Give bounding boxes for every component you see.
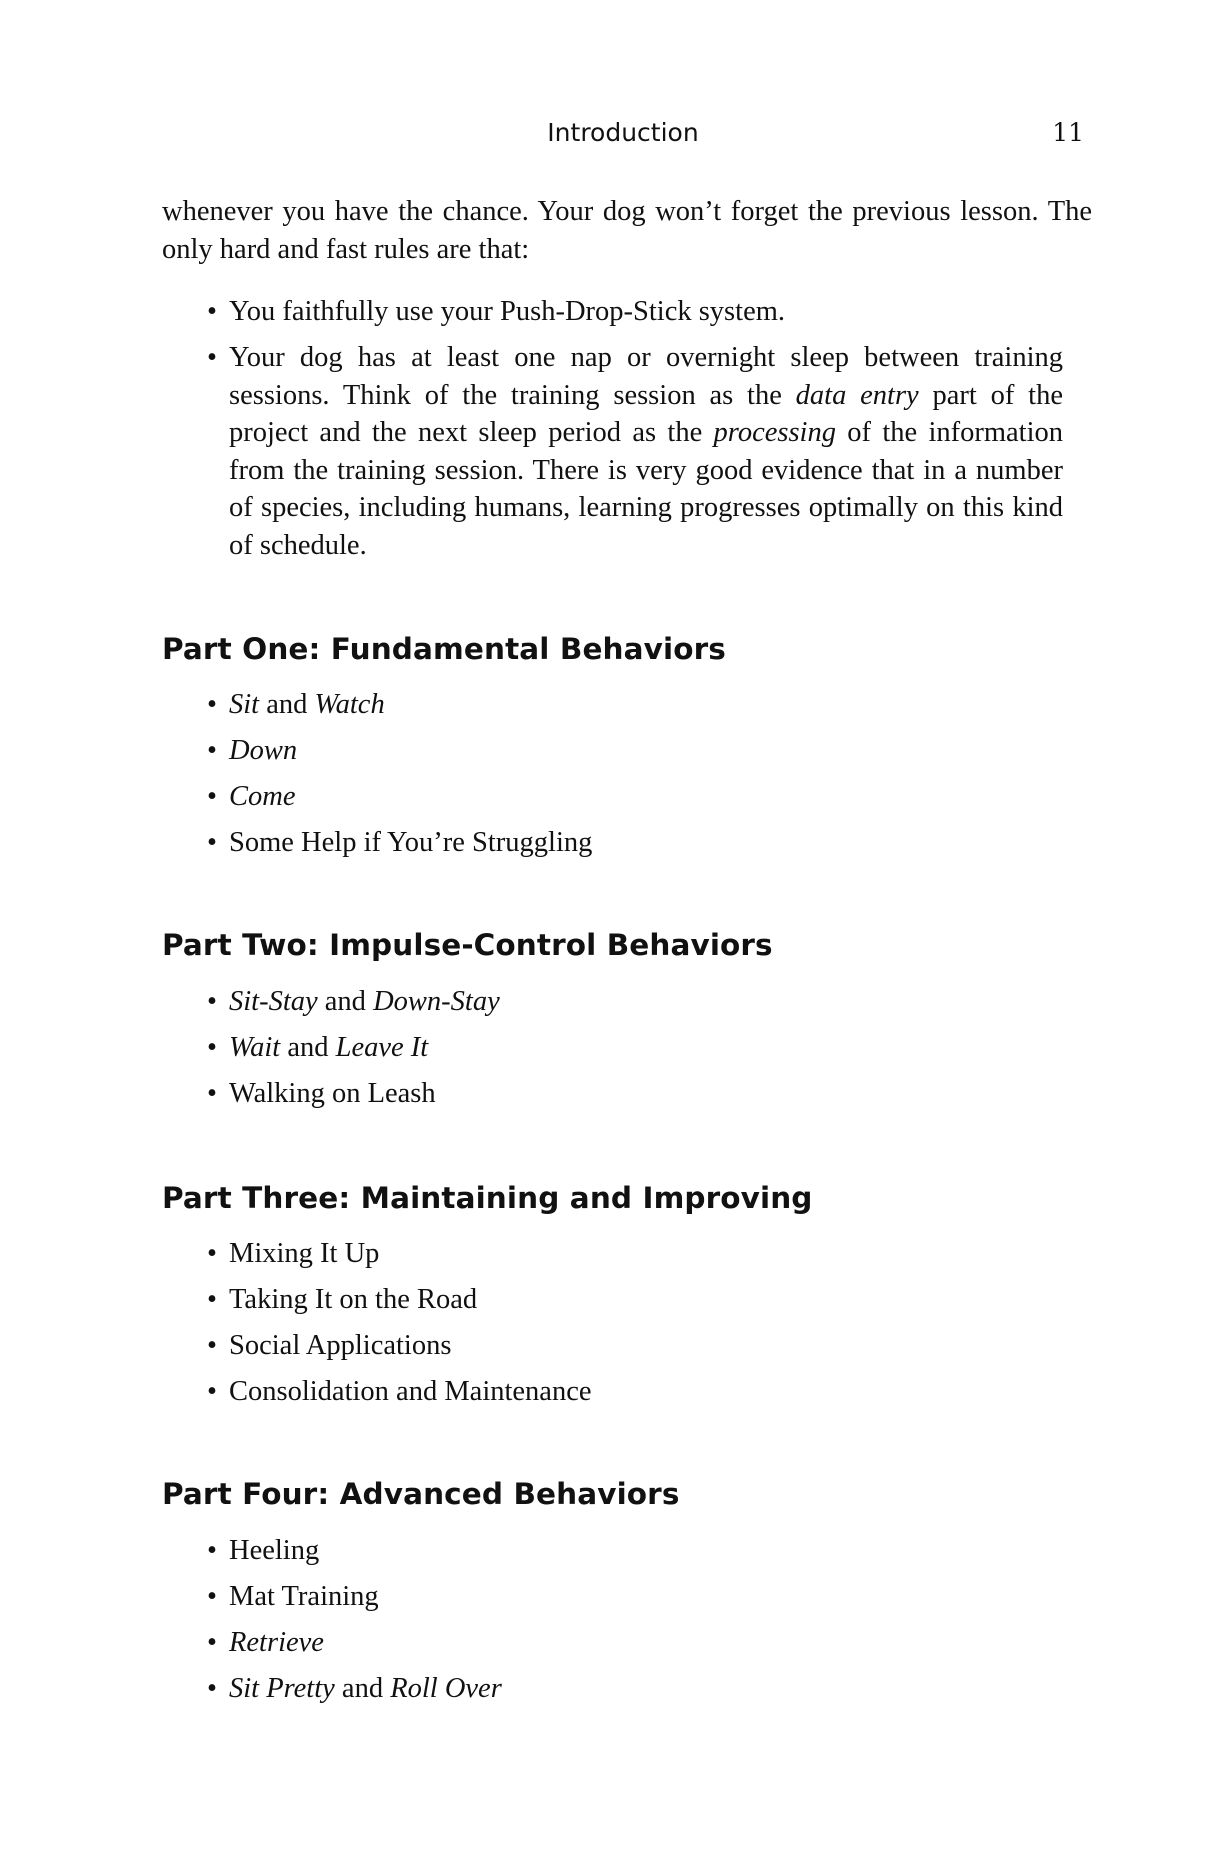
- emphasis: Wait: [229, 1032, 281, 1063]
- list-item: [207, 1373, 1067, 1411]
- list-item: [207, 1670, 1067, 1708]
- bullet-icon: •: [207, 1673, 217, 1704]
- part-one-list: [207, 686, 1067, 870]
- list-item: [207, 686, 1067, 724]
- emphasis: Watch: [314, 689, 385, 720]
- bullet-icon: •: [207, 1535, 217, 1566]
- bullet-icon: •: [207, 735, 217, 766]
- list-item: [207, 732, 1067, 770]
- bullet-icon: •: [207, 1238, 217, 1269]
- bullet-icon: •: [207, 689, 217, 720]
- list-item-text: You faithfully use your Push-Drop-Stick system.: [229, 296, 786, 327]
- list-item: [207, 983, 1067, 1021]
- bullet-icon: •: [207, 1376, 217, 1407]
- list-item: [207, 1029, 1067, 1067]
- list-item: [207, 1624, 1067, 1662]
- emphasis: Roll Over: [390, 1673, 502, 1704]
- list-item: [207, 1532, 1067, 1570]
- emphasis: Sit Pretty: [229, 1673, 335, 1704]
- list-item-text: Heeling: [229, 1535, 320, 1566]
- text-run: of the information from the training session. There is very good evidence that in a number of species, including humans, learning progresses optimally on this kind of schedule.: [229, 417, 1063, 561]
- list-item-text: Taking It on the Road: [229, 1284, 478, 1315]
- text-run: and: [280, 1032, 336, 1063]
- list-item: [207, 1235, 1067, 1273]
- text-run: Your dog has at least one nap or overnight sleep between training sessions. Think of the training session as the: [229, 342, 1063, 411]
- emphasis: Come: [229, 781, 296, 812]
- list-item: [207, 293, 1067, 331]
- list-item: [207, 824, 1067, 862]
- text-run: part of the project and the next sleep period as the: [229, 379, 1063, 448]
- section-heading-part-one: Part One: Fundamental Behaviors: [162, 632, 726, 666]
- bullet-icon: •: [207, 1284, 217, 1315]
- text-run: and: [334, 1673, 391, 1704]
- part-two-list: [207, 983, 1067, 1121]
- list-item: [207, 778, 1067, 816]
- list-item-text: Mixing It Up: [229, 1238, 380, 1269]
- page-number: 11: [1052, 118, 1084, 147]
- section-heading-part-two: Part Two: Impulse-Control Behaviors: [162, 928, 773, 962]
- bullet-icon: •: [207, 1032, 217, 1063]
- list-item-text: Consolidation and Maintenance: [229, 1376, 592, 1407]
- part-four-list: [207, 1532, 1067, 1716]
- emphasis: Down-Stay: [373, 986, 500, 1017]
- part-three-list: [207, 1235, 1067, 1419]
- list-item: [207, 1281, 1067, 1319]
- list-item: [207, 1327, 1067, 1365]
- emphasis: processing: [713, 417, 836, 448]
- running-header: [162, 118, 1084, 152]
- list-item: [207, 1075, 1067, 1113]
- emphasis: data entry: [795, 379, 919, 411]
- text-run: and: [317, 986, 374, 1017]
- list-item: [207, 1578, 1067, 1616]
- bullet-icon: •: [207, 296, 217, 327]
- emphasis: Retrieve: [229, 1627, 324, 1658]
- emphasis: Sit: [229, 689, 260, 720]
- rules-list: [207, 293, 1067, 573]
- intro-paragraph: whenever you have the chance. Your dog won’t forget the previous lesson. The only hard and fast rules are that:: [162, 196, 1092, 265]
- bullet-icon: •: [207, 1330, 217, 1361]
- list-item-text: Social Applications: [229, 1330, 452, 1361]
- bullet-icon: •: [207, 1078, 217, 1109]
- section-heading-part-three: Part Three: Maintaining and Improving: [162, 1181, 813, 1215]
- bullet-icon: •: [207, 1581, 217, 1612]
- bullet-icon: •: [207, 342, 217, 373]
- emphasis: Down: [229, 735, 298, 766]
- text-run: and: [259, 689, 315, 720]
- list-item-text: Walking on Leash: [229, 1078, 436, 1109]
- emphasis: Leave It: [335, 1032, 429, 1063]
- chapter-title: Introduction: [547, 118, 699, 147]
- list-item: [207, 339, 1067, 564]
- list-item-text: [229, 339, 1063, 564]
- list-item-text: Some Help if You’re Struggling: [229, 827, 593, 858]
- bullet-icon: •: [207, 986, 217, 1017]
- bullet-icon: •: [207, 781, 217, 812]
- list-item-text: Mat Training: [229, 1581, 379, 1612]
- section-heading-part-four: Part Four: Advanced Behaviors: [162, 1477, 680, 1511]
- bullet-icon: •: [207, 827, 217, 858]
- emphasis: Sit-Stay: [229, 986, 318, 1017]
- bullet-icon: •: [207, 1627, 217, 1658]
